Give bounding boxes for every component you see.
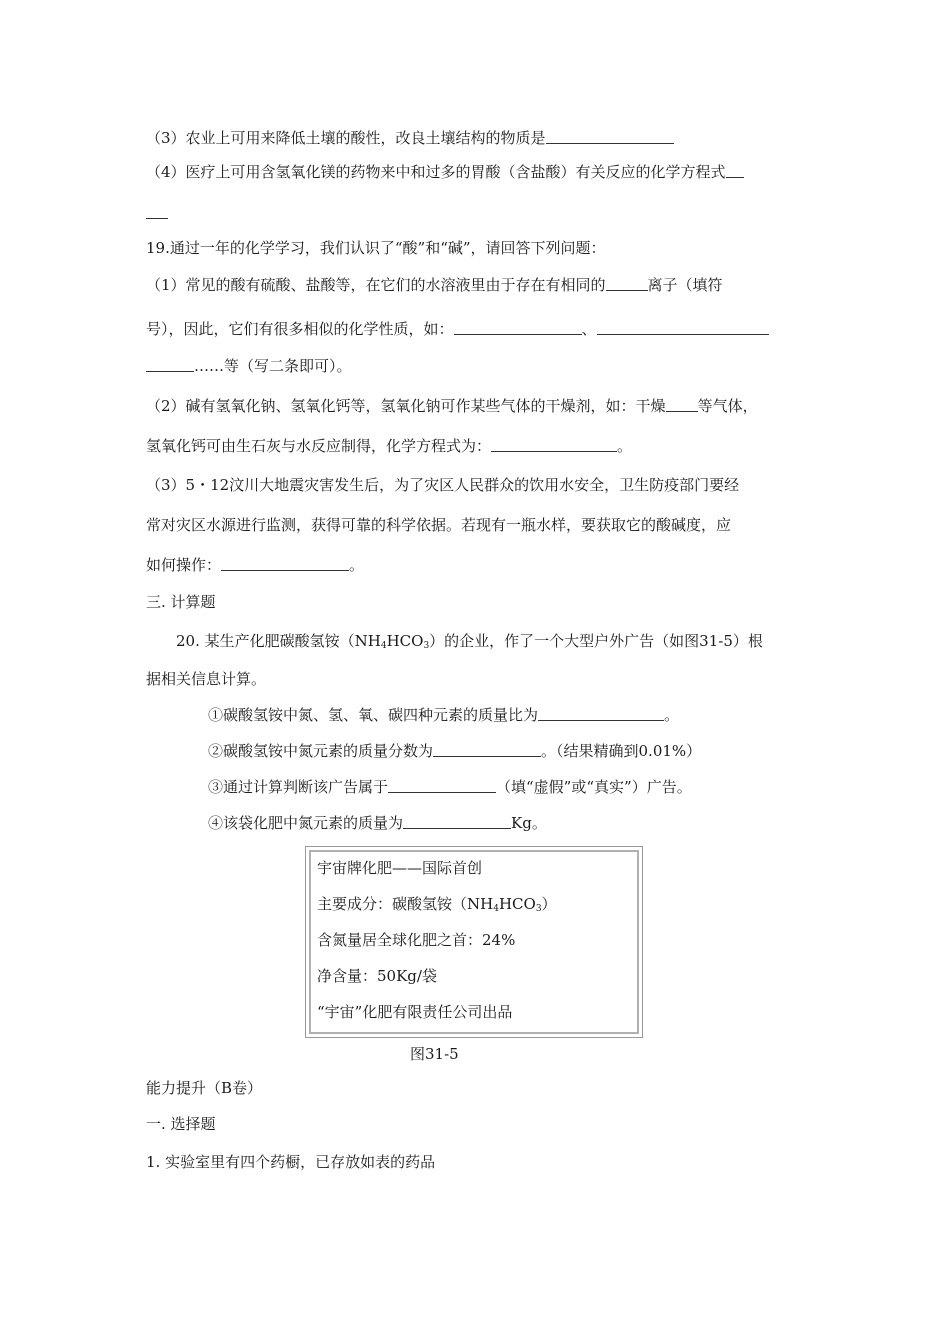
answer-blank[interactable] [146, 204, 168, 219]
answer-blank[interactable] [433, 742, 541, 757]
answer-blank[interactable] [454, 320, 582, 335]
q19-part1-line2: 号），因此，它们有很多相似的化学性质，如： 、 [146, 319, 769, 339]
answer-blank[interactable] [403, 814, 511, 829]
section-heading-calculation: 三. 计算题 [146, 593, 216, 611]
answer-blank[interactable] [597, 320, 769, 335]
q20-stem: 20. 某生产化肥碳酸氢铵$(NH_4HCO_3)$的企业，作了一个大型户外广告（如图31-5）根 [176, 632, 763, 651]
ad-line-nitrogen: 含氮量居全球化肥之首：24% [317, 931, 516, 949]
q18-part4-cont [146, 203, 168, 223]
section-heading-choice: 一. 选择题 [146, 1115, 216, 1133]
answer-blank[interactable] [146, 357, 194, 372]
q20-stem-cont: 据相关信息计算。 [146, 670, 267, 688]
ad-line-company: “宇宙”化肥有限责任公司出品 [317, 1003, 513, 1021]
answer-blank[interactable] [606, 276, 648, 291]
q20-item4: ④该袋化肥中氮元素的质量为 Kg。 [208, 814, 547, 832]
answer-blank[interactable] [546, 129, 674, 144]
ad-line-ingredient: 主要成分：碳酸氢铵$(NH_4HCO_3)$ [317, 895, 557, 914]
q20-item2: ②碳酸氢铵中氮元素的质量分数为 。（结果精确到0.01%） [208, 742, 702, 760]
advertisement-inner-border [309, 850, 639, 1034]
part-b-heading: 能力提升（B卷） [146, 1079, 263, 1097]
q19-part1-line1: （1）常见的酸有硫酸、盐酸等，在它们的水溶液里由于存在有相同的 离子（填符 [146, 276, 723, 294]
q20-item3: ③通过计算判断该广告属于 （填“虚假”或“真实”）广告。 [208, 778, 692, 796]
q19-part1-line3: ……等（写二条即可）。 [146, 356, 352, 376]
q19-stem: 19.通过一年的化学学习，我们认识了“酸”和“碱”，请回答下列问题： [146, 239, 606, 257]
q19-part3-line1: （3）5・12汶川大地震灾害发生后，为了灾区人民群众的饮用水安全，卫生防疫部门要经 [146, 476, 740, 494]
figure-caption: 图31-5 [410, 1045, 459, 1063]
answer-blank[interactable] [221, 556, 349, 571]
answer-blank[interactable] [538, 706, 664, 721]
q20-item1: ①碳酸氢铵中氮、氢、氧、碳四种元素的质量比为 。 [208, 706, 680, 724]
q19-part2-line2: 氢氧化钙可由生石灰与水反应制得，化学方程式为： 。 [146, 437, 633, 455]
q18-part4: （4）医疗上可用含氢氧化镁的药物来中和过多的胃酸（含盐酸）有关反应的化学方程式 [146, 162, 744, 182]
question-b1: 1. 实验室里有四个药橱，已存放如表的药品 [146, 1153, 436, 1171]
answer-blank[interactable] [726, 163, 744, 178]
advertisement-figure [305, 846, 643, 1038]
answer-blank[interactable] [388, 778, 496, 793]
q19-part2-line1: （2）碱有氢氧化钠、氢氧化钙等，氢氧化钠可作某些气体的干燥剂，如：干燥 等气体， [146, 397, 758, 415]
answer-blank[interactable] [666, 397, 698, 412]
ad-line-brand: 宇宙牌化肥——国际首创 [317, 859, 483, 877]
q19-part3-line3: 如何操作： 。 [146, 556, 365, 574]
q18-part3: （3）农业上可用来降低土壤的酸性，改良土壤结构的物质是 [146, 128, 674, 148]
q19-part3-line2: 常对灾区水源进行监测，获得可靠的科学依据。若现有一瓶水样，要获取它的酸碱度，应 [146, 516, 732, 534]
answer-blank[interactable] [491, 437, 617, 452]
ad-line-weight: 净含量：50Kg/袋 [317, 967, 437, 985]
